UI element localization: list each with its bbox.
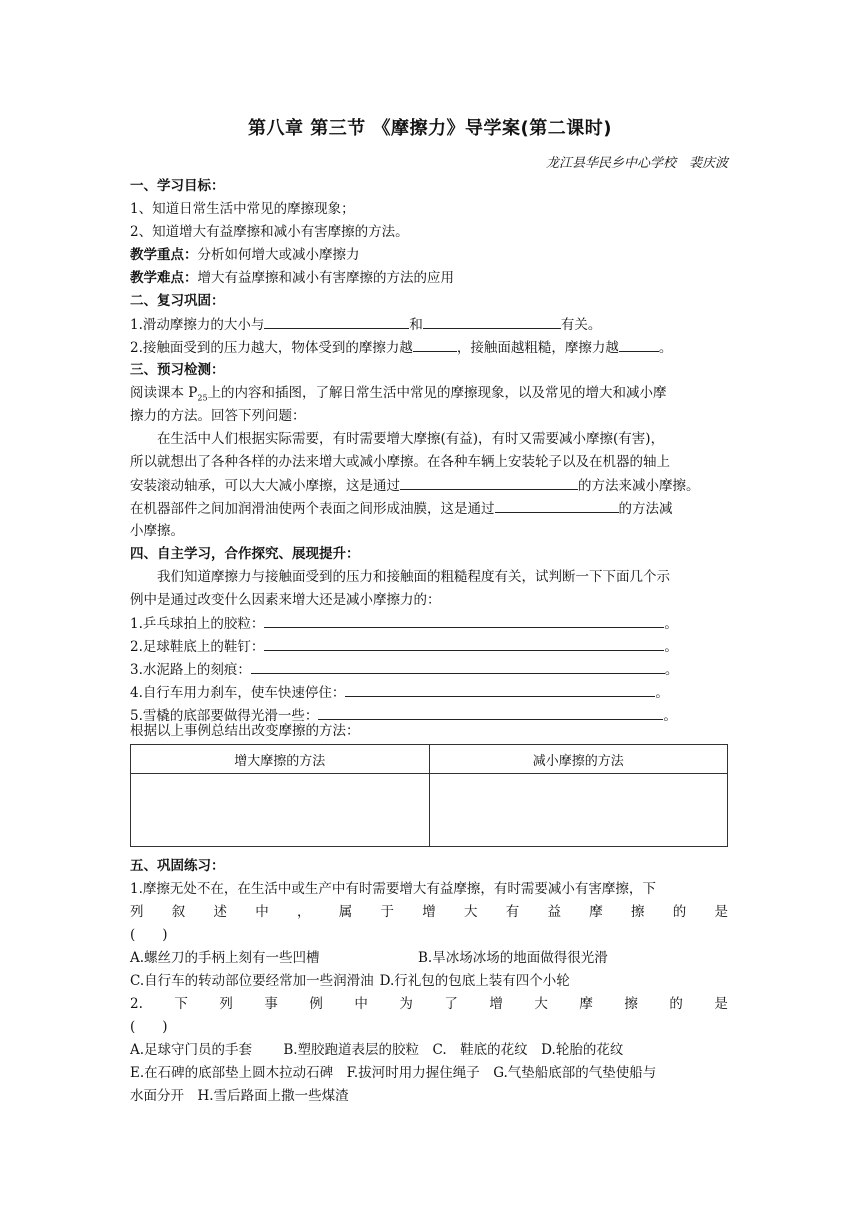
- preview-text: 阅读课本 P: [130, 385, 198, 401]
- preview-paragraph-line: [130, 498, 673, 519]
- q2-text-c: 。: [658, 340, 673, 356]
- answer-blank[interactable]: [251, 659, 665, 674]
- increase-methods-cell[interactable]: [131, 774, 430, 847]
- preview-paragraph-line: 小摩擦。: [130, 523, 184, 539]
- preview-text: 安装滚动轴承，可以大大减小摩擦，这是通过: [130, 478, 400, 494]
- exercise-2-paren: ( ): [130, 1019, 168, 1035]
- preview-paragraph-line: [130, 475, 700, 496]
- example-label: 2.足球鞋底上的鞋钉：: [130, 639, 265, 655]
- example-item: [130, 636, 678, 657]
- question-word: 的: [672, 904, 687, 920]
- table-header-increase: 增大摩擦的方法: [131, 745, 430, 774]
- option-a[interactable]: A.螺丝刀的手柄上刻有一些凹槽: [130, 950, 320, 966]
- review-question-2: [130, 337, 672, 358]
- difficulty-label: 教学难点：: [130, 270, 198, 286]
- preview-paragraph-line: 在生活中人们根据实际需要，有时需要增大摩擦(有益)，有时又需要减小摩擦(有害)，: [157, 431, 665, 447]
- page-number-subscript: 25: [197, 393, 208, 403]
- question-word: 的: [669, 996, 683, 1012]
- example-item: [130, 659, 678, 680]
- section-4-intro-line: 我们知道摩擦力与接触面受到的压力和接触面的粗糙程度有关，试判断一下下面几个示: [157, 569, 670, 585]
- exercise-2-options: 水面分开 H.雪后路面上撒一些煤渣: [130, 1088, 349, 1104]
- exercise-2-options: E.在石碑的底部垫上圆木拉动石碑 F.拔河时用力握住绳子 G.气垫船底部的气垫使船与: [130, 1065, 657, 1081]
- end-mark: 。: [655, 685, 669, 701]
- section-4-heading: 四、自主学习，合作探究、展现提升：: [130, 546, 360, 562]
- example-item: [130, 682, 669, 703]
- question-word: 述: [213, 904, 227, 920]
- preview-text: 的方法减: [618, 501, 673, 517]
- example-label: 4.自行车用力刹车，使车快速停住：: [130, 685, 346, 701]
- question-word: 摩: [579, 996, 593, 1012]
- question-word: 了: [444, 996, 458, 1012]
- example-label: 5.雪橇的底部要做得光滑一些：: [130, 708, 319, 724]
- example-label: 1.乒乓球拍上的胶粒：: [130, 616, 265, 632]
- q2-text-b: ，接触面越粗糙，摩擦力越: [456, 340, 619, 356]
- answer-blank[interactable]: [400, 475, 578, 490]
- section-5-heading: 五、巩固练习：: [130, 858, 225, 874]
- objective-1: 1、知道日常生活中常见的摩擦现象；: [130, 201, 355, 217]
- section-4-intro-line: 例中是通过改变什么因素来增大还是减小摩擦力的：: [130, 592, 441, 608]
- question-word: 例: [309, 996, 323, 1012]
- preview-text: 的方法来减小摩擦。: [578, 478, 700, 494]
- review-question-1: [130, 314, 601, 335]
- section-3-heading: 三、预习检测：: [130, 362, 225, 378]
- end-mark: 。: [663, 708, 677, 724]
- question-word: 属: [338, 904, 353, 920]
- preview-paragraph-line: 所以就想出了各种各样的办法来增大或减小摩擦。在各种车辆上安装轮子以及在机器的轴上: [130, 454, 670, 470]
- page-title: 第八章 第三节 《摩擦力》导学案(第二课时): [248, 118, 612, 139]
- question-word: 是: [714, 904, 728, 920]
- question-word: 增: [489, 996, 503, 1012]
- q2-text-a: 2.接触面受到的压力越大，物体受到的摩擦力越: [130, 340, 413, 356]
- question-word: 益: [547, 904, 561, 920]
- example-item: [130, 613, 678, 634]
- q1-text-a: 1.滑动摩擦力的大小与: [130, 317, 265, 333]
- question-word: 叙: [171, 904, 186, 920]
- key-label: 教学重点：: [130, 247, 198, 263]
- question-word: 大: [534, 996, 548, 1012]
- objective-2: 2、知道增大有益摩擦和减小有害摩擦的方法。: [130, 224, 409, 240]
- question-word: 为: [399, 996, 413, 1012]
- q1-text-b: 和: [409, 317, 423, 333]
- teaching-difficulty: [130, 268, 454, 288]
- q1-text-c: 有关。: [560, 317, 602, 333]
- exercise-2-line: [130, 994, 728, 1014]
- answer-blank[interactable]: [345, 682, 655, 697]
- table-header-decrease: 减小摩擦的方法: [429, 745, 728, 774]
- question-word: ，: [297, 904, 311, 920]
- section-1-heading: 一、学习目标：: [130, 178, 225, 194]
- section-2-heading: 二、复习巩固：: [130, 293, 225, 309]
- answer-blank[interactable]: [264, 636, 664, 651]
- exercise-1-line: 1.摩擦无处不在，在生活中或生产中有时需要增大有益摩擦，有时需要减小有害摩擦，下: [130, 881, 656, 897]
- preview-text: 上的内容和插图，了解日常生活中常见的摩擦现象，以及常见的增大和减小摩: [207, 385, 667, 401]
- end-mark: 。: [664, 662, 679, 678]
- answer-blank[interactable]: [423, 314, 561, 329]
- question-word: 下: [174, 996, 188, 1012]
- option-d[interactable]: D.行礼包的包底上装有四个小轮: [379, 973, 570, 989]
- question-word: 中: [354, 996, 368, 1012]
- answer-blank[interactable]: [413, 337, 457, 352]
- question-word: 有: [505, 904, 520, 920]
- preview-text: 在机器部件之间加润滑油使两个表面之间形成油膜，这是通过: [130, 501, 495, 517]
- answer-blank[interactable]: [264, 314, 409, 329]
- decrease-methods-cell[interactable]: [429, 774, 728, 847]
- answer-blank[interactable]: [495, 498, 619, 513]
- answer-blank[interactable]: [318, 705, 663, 720]
- exercise-1-line: [130, 902, 728, 922]
- preview-paragraph-line: 擦力的方法。回答下列问题：: [130, 408, 306, 424]
- exercise-1-options: [130, 948, 608, 968]
- question-word: 大: [464, 904, 478, 920]
- teaching-key-point: [130, 245, 360, 265]
- question-word: 擦: [624, 996, 638, 1012]
- friction-methods-table: [130, 744, 728, 847]
- question-word: 2.: [130, 996, 143, 1012]
- answer-blank[interactable]: [619, 337, 659, 352]
- exercise-1-paren: ( ): [130, 927, 168, 943]
- question-word: 事: [264, 996, 278, 1012]
- author-line: 龙江县华民乡中心学校 裴庆波: [545, 156, 728, 171]
- exercise-1-options: [130, 971, 570, 991]
- question-word: 增: [422, 904, 436, 920]
- question-word: 列: [130, 904, 144, 920]
- summary-prompt: 根据以上事例总结出改变摩擦的方法：: [130, 723, 360, 739]
- question-word: 中: [255, 904, 269, 920]
- question-word: 于: [380, 904, 394, 920]
- answer-blank[interactable]: [264, 613, 664, 628]
- end-mark: 。: [664, 616, 678, 632]
- question-word: 摩: [589, 904, 603, 920]
- preview-paragraph-line: [130, 383, 667, 409]
- difficulty-text: 增大有益摩擦和减小有害摩擦的方法的应用: [197, 270, 454, 286]
- option-c[interactable]: C.自行车的转动部位要经常加一些润滑油: [130, 973, 374, 989]
- question-word: 列: [219, 996, 233, 1012]
- example-label: 3.水泥路上的刻痕：: [130, 662, 251, 678]
- key-text: 分析如何增大或减小摩擦力: [197, 247, 360, 263]
- exercise-2-options: A.足球守门员的手套 B.塑胶跑道表层的胶粒 C. 鞋底的花纹 D.轮胎的花纹: [130, 1042, 624, 1058]
- question-word: 擦: [631, 904, 645, 920]
- option-b[interactable]: B.旱冰场冰场的地面做得很光滑: [418, 950, 608, 966]
- question-word: 是: [714, 996, 728, 1012]
- end-mark: 。: [664, 639, 678, 655]
